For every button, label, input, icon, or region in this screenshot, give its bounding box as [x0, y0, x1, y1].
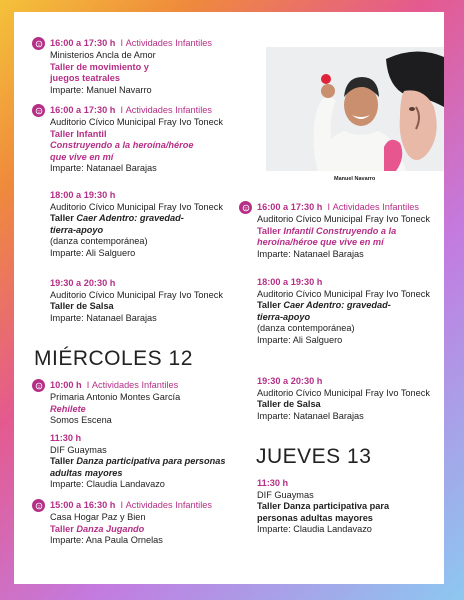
event-title: Taller Infantil	[50, 128, 107, 139]
event-host: Imparte: Ana Paula Ornelas	[50, 535, 163, 546]
event-place: Casa Hogar Paz y Bien	[50, 512, 146, 522]
event-subtitle: Rehilete	[50, 403, 86, 414]
event-host: Imparte: Ali Salguero	[257, 334, 343, 345]
event-card	[257, 478, 437, 536]
event-time: 11:30 h	[257, 478, 289, 488]
separator: I	[120, 499, 124, 510]
event-card	[50, 190, 240, 260]
event-time: 18:00 a 19:30 h	[50, 190, 116, 200]
event-category: Actividades Infantiles	[125, 499, 212, 510]
event-title: Taller de Salsa	[50, 301, 114, 312]
event-place: Auditorio Cívico Municipal Fray Ivo Toneck	[50, 201, 223, 212]
photo-caption: Manuel Navarro	[334, 176, 376, 182]
event-time: 16:00 a 17:30 h	[257, 201, 323, 212]
event-time: 15:00 a 16:30 h	[50, 499, 116, 510]
child-face-icon	[239, 201, 252, 214]
event-host: Imparte: Ali Salguero	[50, 247, 136, 258]
event-time: 16:00 a 17:30 h	[50, 37, 116, 48]
event-category: Actividades Infantiles	[125, 104, 212, 115]
event-card	[50, 499, 240, 547]
separator: I	[120, 104, 124, 115]
event-card	[50, 104, 240, 175]
separator: I	[327, 201, 331, 212]
separator: I	[120, 37, 124, 48]
event-card	[257, 277, 447, 347]
day-heading-thursday: JUEVES 13	[256, 445, 372, 468]
event-category: Actividades Infantiles	[91, 379, 179, 390]
child-face-icon	[32, 379, 45, 392]
child-face-icon	[32, 104, 45, 117]
child-face-icon	[32, 37, 45, 50]
child-face-icon	[32, 499, 45, 512]
event-place: Auditorio Cívico Municipal Fray Ivo Toneck	[50, 117, 223, 127]
event-card	[50, 379, 240, 427]
separator: I	[86, 379, 90, 390]
event-time: 19:30 a 20:30 h	[50, 278, 116, 288]
event-place: DIF Guaymas	[257, 489, 314, 500]
event-host: Imparte: Natanael Barajas	[50, 163, 157, 174]
event-host: Imparte: Claudia Landavazo	[50, 479, 165, 490]
event-place: DIF Guaymas	[50, 444, 107, 455]
event-subtitle: Construyendo a la heroína/héroe que vive en mí	[50, 140, 194, 162]
event-place: Auditorio Cívico Municipal Fray Ivo Toneck	[50, 289, 223, 300]
event-title: Taller Danza participativa para personas adultas mayores	[50, 456, 226, 478]
event-title: Taller de movimiento y juegos teatrales	[50, 61, 149, 84]
day-heading-wednesday: MIÉRCOLES 12	[34, 347, 193, 370]
event-title: Taller Caer Adentro: gravedad-tierra-apoyo	[257, 300, 391, 322]
event-note: (danza contemporánea)	[50, 236, 148, 247]
event-host: Imparte: Manuel Navarro	[50, 84, 152, 95]
event-time: 19:30 a 20:30 h	[257, 376, 323, 386]
performer-photo	[266, 47, 444, 171]
event-host: Imparte: Natanael Barajas	[257, 410, 364, 421]
program-page	[14, 12, 444, 584]
event-place: Auditorio Cívico Municipal Fray Ivo Toneck	[257, 288, 430, 299]
event-title: Taller Danza participativa para personas adultas mayores	[257, 501, 390, 523]
event-place: Primaria Antonio Montes García	[50, 392, 181, 402]
event-host: Imparte: Natanael Barajas	[257, 248, 364, 259]
event-card	[50, 278, 240, 324]
event-host: Imparte: Claudia Landavazo	[257, 524, 372, 535]
event-card	[257, 201, 447, 260]
event-time: 18:00 a 19:30 h	[257, 277, 323, 287]
event-card	[50, 37, 240, 96]
event-title: Taller Danza Jugando	[50, 523, 145, 534]
event-category: Actividades Infantiles	[332, 201, 419, 212]
event-time: 11:30 h	[50, 433, 82, 443]
event-time: 10:00 h	[50, 379, 82, 390]
event-group: Somos Escena	[50, 415, 112, 426]
event-title: Taller Caer Adentro: gravedad-tierra-apoyo	[50, 213, 184, 235]
event-title: Taller Infantil Construyendo a la heroína/héroe que vive en mí	[257, 225, 397, 248]
event-card	[257, 376, 447, 422]
event-place: Auditorio Cívico Municipal Fray Ivo Toneck	[257, 214, 430, 224]
event-title: Taller de Salsa	[257, 399, 321, 410]
event-place: Auditorio Cívico Municipal Fray Ivo Toneck	[257, 387, 430, 398]
event-note: (danza contemporánea)	[257, 323, 355, 334]
event-time: 16:00 a 17:30 h	[50, 104, 116, 115]
event-host: Imparte: Natanael Barajas	[50, 312, 157, 323]
event-category: Actividades Infantiles	[125, 37, 212, 48]
event-place: Ministerios Ancla de Amor	[50, 50, 156, 60]
event-card	[50, 433, 240, 491]
